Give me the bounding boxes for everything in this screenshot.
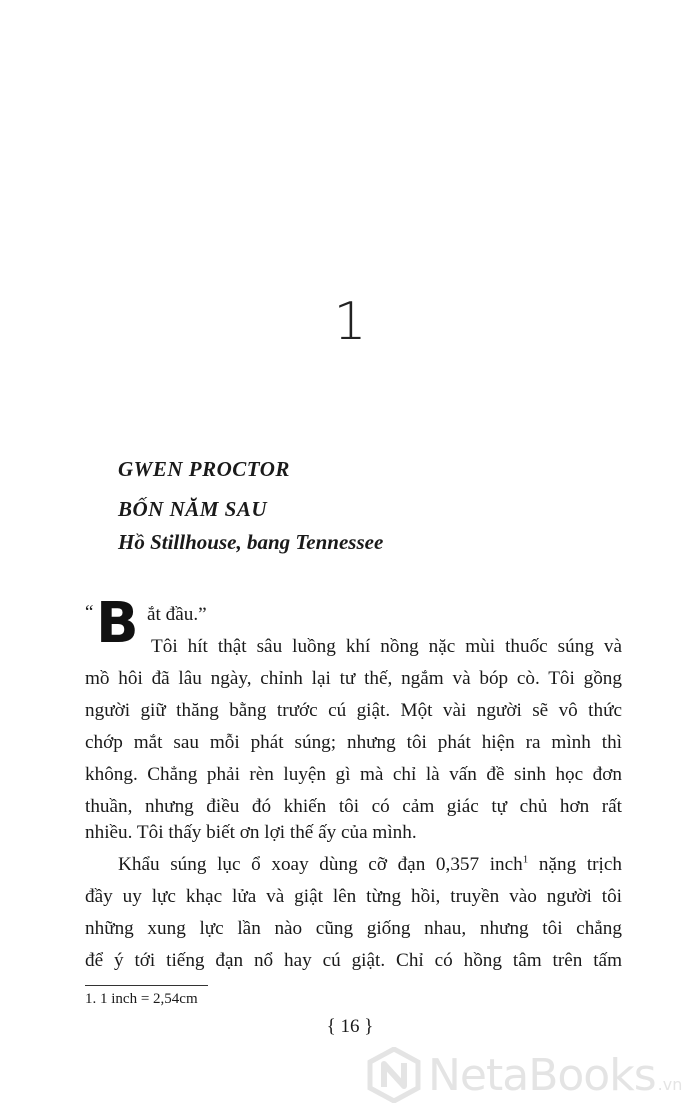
text-line: thuần, nhưng điều đó khiến tôi có cảm giác tự chủ hơn rất: [85, 796, 622, 817]
text-segment: Khẩu súng lục ổ xoay dùng cỡ đạn 0,357 inch: [118, 854, 523, 875]
watermark: [366, 1043, 682, 1107]
watermark-brand: NetaBooks: [428, 1049, 656, 1101]
watermark-suffix: .vn: [657, 1074, 683, 1094]
text-line: đầy uy lực khạc lửa và giật lên từng hồi, truyền vào người tôi: [85, 886, 622, 907]
character-name: GWEN PROCTOR: [118, 457, 290, 481]
place-label: Hồ Stillhouse, bang Tennessee: [118, 530, 384, 554]
text-line: chớp mắt sau mỗi phát súng; nhưng tôi phát hiện ra mình thì: [85, 732, 622, 753]
footnote-marker[interactable]: 1: [522, 853, 529, 866]
text-line: nhiều. Tôi thấy biết ơn lợi thế ấy của mình.: [85, 822, 417, 843]
open-quote: “: [85, 602, 94, 623]
page-number: { 16 }: [326, 1016, 374, 1037]
text-line: Tôi hít thật sâu luồng khí nồng nặc mùi thuốc súng và: [151, 636, 622, 657]
text-line-with-footnote: [118, 850, 622, 880]
text-segment: nặng trịch: [528, 854, 622, 875]
text-line: người giữ thăng bằng trước cú giật. Một vài người sẽ vô thức: [85, 700, 622, 721]
netabooks-logo-icon: [366, 1047, 422, 1103]
text-line: để ý tới tiếng đạn nổ hay cú giật. Chỉ có hồng tâm trên tấm: [85, 950, 622, 971]
text-line: mồ hôi đã lâu ngày, chỉnh lại tư thế, ngắm và bóp cò. Tôi gồng: [85, 668, 622, 689]
footnote: 1. 1 inch = 2,54cm: [85, 991, 198, 1007]
first-line-rest: ắt đầu.”: [147, 604, 207, 625]
time-label: BỐN NĂM SAU: [118, 497, 268, 521]
drop-cap: B: [96, 591, 139, 656]
text-line: những xung lực lần nào cũng giống nhau, nhưng tôi chẳng: [85, 918, 622, 939]
text-line: không. Chẳng phải rèn luyện gì mà chỉ là vấn đề sinh học đơn: [85, 764, 622, 785]
footnote-divider: [85, 985, 208, 986]
chapter-number: 1: [333, 292, 367, 352]
